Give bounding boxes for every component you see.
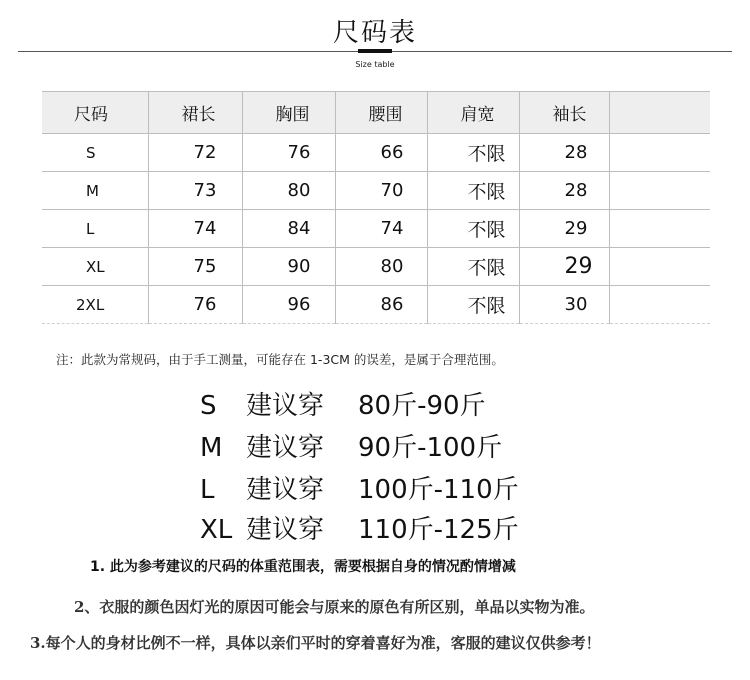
table-row — [42, 248, 710, 286]
cell-value: 84 — [242, 210, 335, 248]
cell-size: S — [42, 134, 148, 172]
header-sleeve: 袖长 — [519, 92, 609, 134]
recommendation-row — [200, 509, 519, 546]
header-size: 尺码 — [42, 92, 148, 134]
cell-value: 74 — [335, 210, 427, 248]
footnote-1: 1. 此为参考建议的尺码的体重范围表，需要根据自身的情况酌情增减 — [90, 559, 516, 575]
recommendation-size: L — [200, 475, 215, 505]
cell-value: 不限 — [427, 134, 519, 172]
cell-value: 29 — [519, 248, 609, 286]
recommendation-label: 建议穿 — [246, 433, 325, 463]
footnote-2: 2、衣服的颜色因灯光的原因可能会与原来的原色有所区别，单品以实物为准。 — [74, 598, 595, 616]
title-accent-bar — [358, 49, 392, 53]
measurement-note: 注：此款为常规码，由于手工测量，可能存在 1-3CM 的误差，是属于合理范围。 — [56, 352, 504, 367]
cell-empty — [609, 210, 710, 248]
header-waist: 腰围 — [335, 92, 427, 134]
recommendation-size: M — [200, 433, 223, 463]
table-row — [42, 172, 710, 210]
cell-value: 80 — [335, 248, 427, 286]
cell-value: 72 — [148, 134, 242, 172]
cell-size: L — [42, 210, 148, 248]
cell-value: 29 — [519, 210, 609, 248]
page-subtitle: Size table — [355, 60, 395, 69]
cell-empty — [609, 248, 710, 286]
size-table — [42, 91, 710, 324]
recommendation-label: 建议穿 — [246, 515, 325, 545]
header-skirt-length: 裙长 — [148, 92, 242, 134]
recommendation-range: 90斤-100斤 — [358, 433, 503, 463]
table-row — [42, 134, 710, 172]
cell-value: 80 — [242, 172, 335, 210]
cell-size: XL — [42, 248, 148, 286]
recommendation-row — [200, 427, 502, 464]
cell-value: 90 — [242, 248, 335, 286]
cell-value: 76 — [242, 134, 335, 172]
cell-value: 30 — [519, 286, 609, 324]
cell-size: 2XL — [42, 286, 148, 324]
recommendation-row — [200, 469, 519, 506]
cell-value: 66 — [335, 134, 427, 172]
page-title: 尺码表 — [332, 18, 417, 48]
cell-size: M — [42, 172, 148, 210]
table-row — [42, 210, 710, 248]
cell-empty — [609, 172, 710, 210]
cell-value: 不限 — [427, 286, 519, 324]
cell-value: 不限 — [427, 248, 519, 286]
cell-value: 不限 — [427, 172, 519, 210]
cell-value: 70 — [335, 172, 427, 210]
cell-value: 28 — [519, 172, 609, 210]
header-bust: 胸围 — [242, 92, 335, 134]
recommendation-size: S — [200, 391, 217, 421]
cell-value: 不限 — [427, 210, 519, 248]
cell-value: 76 — [148, 286, 242, 324]
recommendation-range: 110斤-125斤 — [358, 515, 519, 545]
cell-value: 86 — [335, 286, 427, 324]
recommendation-label: 建议穿 — [246, 391, 325, 421]
recommendation-row — [200, 385, 486, 422]
cell-value: 28 — [519, 134, 609, 172]
cell-value: 73 — [148, 172, 242, 210]
footnote-3: 3.每个人的身材比例不一样，具体以亲们平时的穿着喜好为准，客服的建议仅供参考！ — [30, 634, 601, 652]
cell-value: 74 — [148, 210, 242, 248]
cell-value: 96 — [242, 286, 335, 324]
table-header-row — [42, 92, 710, 134]
table-row — [42, 286, 710, 324]
recommendation-size: XL — [200, 515, 233, 545]
recommendation-label: 建议穿 — [246, 475, 325, 505]
header-shoulder: 肩宽 — [427, 92, 519, 134]
cell-value: 75 — [148, 248, 242, 286]
cell-empty — [609, 286, 710, 324]
header-empty — [609, 92, 710, 134]
cell-empty — [609, 134, 710, 172]
recommendation-range: 80斤-90斤 — [358, 391, 486, 421]
recommendation-range: 100斤-110斤 — [358, 475, 519, 505]
